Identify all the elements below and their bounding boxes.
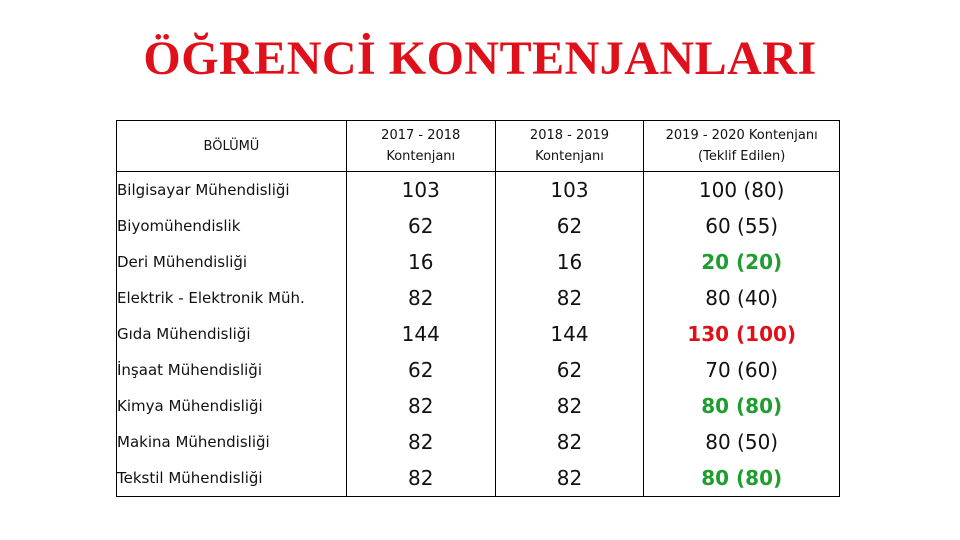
quota-2018-cell: 16: [495, 244, 644, 280]
quota-2019-cell: 100 (80): [644, 172, 840, 209]
table-row: [117, 244, 840, 280]
table-row: [117, 352, 840, 388]
table-row: [117, 172, 840, 209]
header-2017-line1: 2017 - 2018: [381, 128, 461, 143]
quota-2017-cell: 82: [346, 388, 495, 424]
header-2017-2018: [346, 121, 495, 172]
dept-cell: Bilgisayar Mühendisliği: [117, 181, 290, 199]
table-row: [117, 424, 840, 460]
header-2018-line1: 2018 - 2019: [529, 128, 610, 143]
quota-2018-cell: 62: [495, 208, 644, 244]
dept-cell: Tekstil Mühendisliği: [117, 469, 263, 487]
quota-2017-cell: 82: [346, 280, 495, 316]
table-body: [117, 172, 840, 497]
quota-2018-cell: 144: [495, 316, 644, 352]
quota-2018-cell: 82: [495, 460, 644, 497]
dept-cell: Gıda Mühendisliği: [117, 325, 251, 343]
quota-2019-cell: 80 (80): [644, 388, 840, 424]
quota-2017-cell: 103: [346, 172, 495, 209]
header-2019-line2: (Teklif Edilen): [698, 149, 786, 164]
header-2018-line2: Kontenjanı: [535, 149, 604, 164]
dept-cell: Kimya Mühendisliği: [117, 397, 263, 415]
dept-cell: İnşaat Mühendisliği: [117, 361, 262, 379]
quota-2019-cell: 70 (60): [644, 352, 840, 388]
quota-2019-cell: 80 (80): [644, 460, 840, 497]
table-row: [117, 316, 840, 352]
quota-2017-cell: 62: [346, 208, 495, 244]
quota-2017-cell: 82: [346, 424, 495, 460]
quota-2018-cell: 82: [495, 280, 644, 316]
quota-2019-cell: 60 (55): [644, 208, 840, 244]
quota-2017-cell: 62: [346, 352, 495, 388]
header-dept: [117, 121, 347, 172]
quota-2017-cell: 144: [346, 316, 495, 352]
header-2017-line2: Kontenjanı: [386, 149, 456, 164]
table-header-row: [117, 121, 840, 172]
quota-2019-cell: 80 (50): [644, 424, 840, 460]
page-title: ÖĞRENCİ KONTENJANLARI: [143, 32, 817, 85]
table-row: [117, 388, 840, 424]
quota-2017-cell: 16: [346, 244, 495, 280]
quota-2018-cell: 82: [495, 424, 644, 460]
header-2019-line1: 2019 - 2020 Kontenjanı: [665, 128, 818, 143]
header-dept-label: BÖLÜMÜ: [203, 138, 260, 154]
dept-cell: Deri Mühendisliği: [117, 253, 248, 271]
quota-2019-cell: 20 (20): [644, 244, 840, 280]
quota-2018-cell: 62: [495, 352, 644, 388]
quota-2017-cell: 82: [346, 460, 495, 497]
dept-cell: Makina Mühendisliği: [117, 433, 270, 451]
quota-2018-cell: 103: [495, 172, 644, 209]
quota-2019-cell: 130 (100): [644, 316, 840, 352]
table-row: [117, 208, 840, 244]
dept-cell: Elektrik - Elektronik Müh.: [117, 289, 305, 307]
table-row: [117, 460, 840, 497]
quota-table: [116, 120, 840, 497]
header-2019-2020: [644, 121, 840, 172]
quota-2019-cell: 80 (40): [644, 280, 840, 316]
header-2018-2019: [495, 121, 644, 172]
table-row: [117, 280, 840, 316]
quota-2018-cell: 82: [495, 388, 644, 424]
dept-cell: Biyomühendislik: [117, 217, 241, 235]
